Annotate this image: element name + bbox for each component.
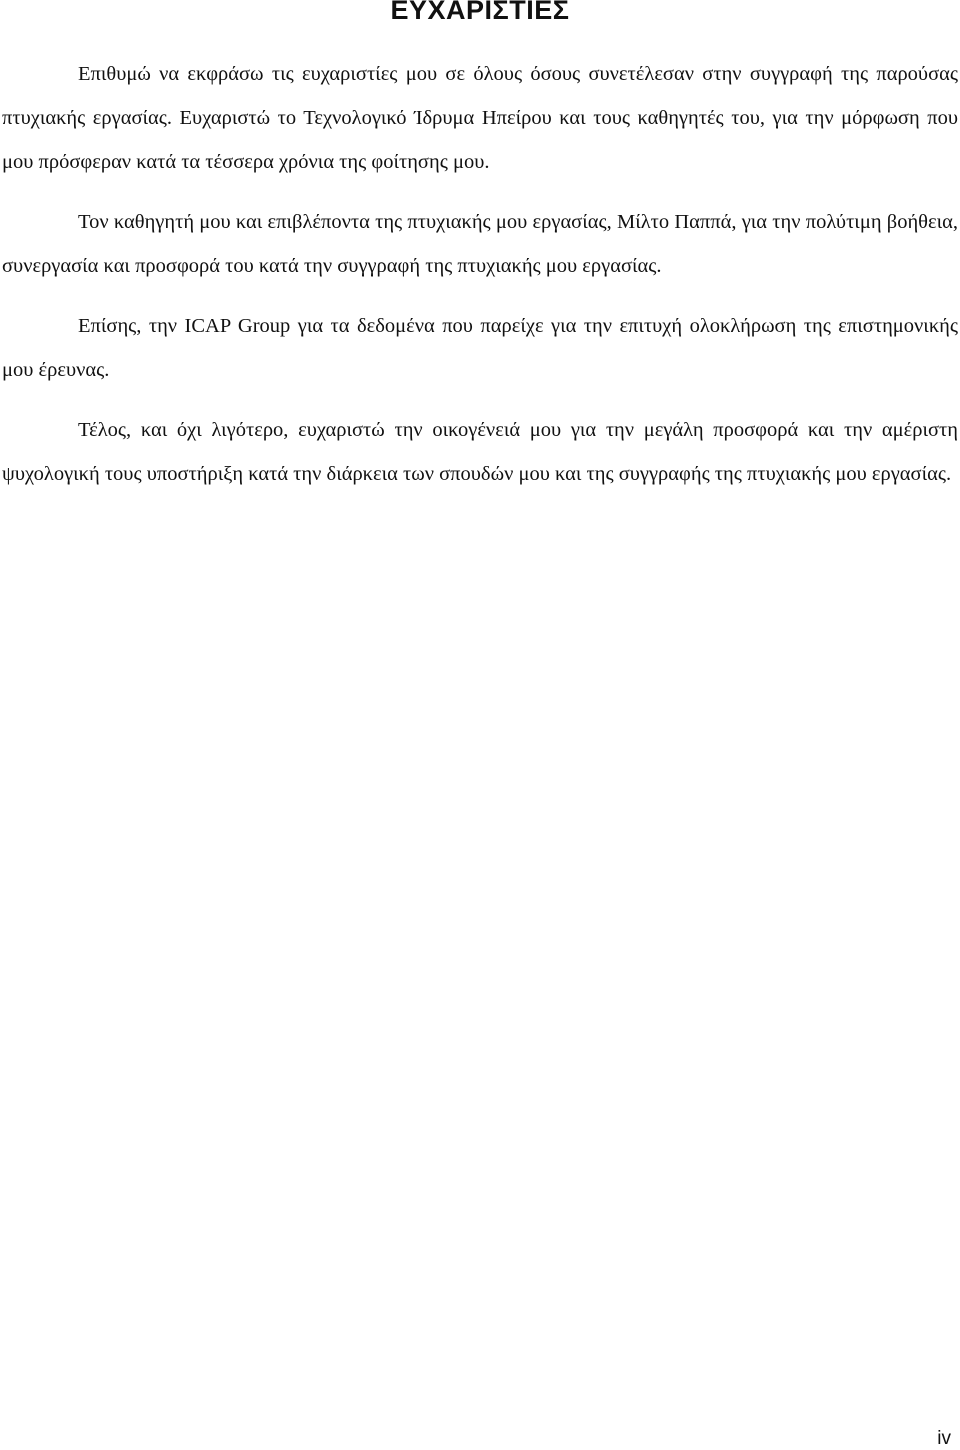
acknowledgements-body <box>2 52 958 512</box>
paragraph-2: Τον καθηγητή μου και επιβλέποντα της πτυχιακής μου εργασίας, Μίλτο Παππά, για την πολύτιμη βοήθεια, συνεργασία και προσφορά του κατά την συγγραφή της πτυχιακής μου εργασίας. <box>2 211 958 277</box>
paragraph-3: Επίσης, την ICAP Group για τα δεδομένα που παρείχε για την επιτυχή ολοκλήρωση της επιστημονικής μου έρευνας. <box>2 315 958 381</box>
paragraph-4: Τέλος, και όχι λιγότερο, ευχαριστώ την οικογένειά μου για την μεγάλη προσφορά και την αμέριστη ψυχολογική τους υποστήριξη κατά την διάρκεια των σπουδών μου και της συγγραφής της πτυχιακής μου εργασίας. <box>2 419 958 485</box>
page-title: ΕΥΧΑΡΙΣΤΙΕΣ <box>390 0 570 25</box>
page-number: iv <box>937 1428 951 1449</box>
paragraph-1: Επιθυμώ να εκφράσω τις ευχαριστίες μου σε όλους όσους συνετέλεσαν στην συγγραφή της παρούσας πτυχιακής εργασίας. Ευχαριστώ το Τεχνολογικό Ίδρυμα Ηπείρου και τους καθηγητές του, για την μόρφωση που μου πρόσφεραν κατά τα τέσσερα χρόνια της φοίτησης μου. <box>2 63 958 173</box>
